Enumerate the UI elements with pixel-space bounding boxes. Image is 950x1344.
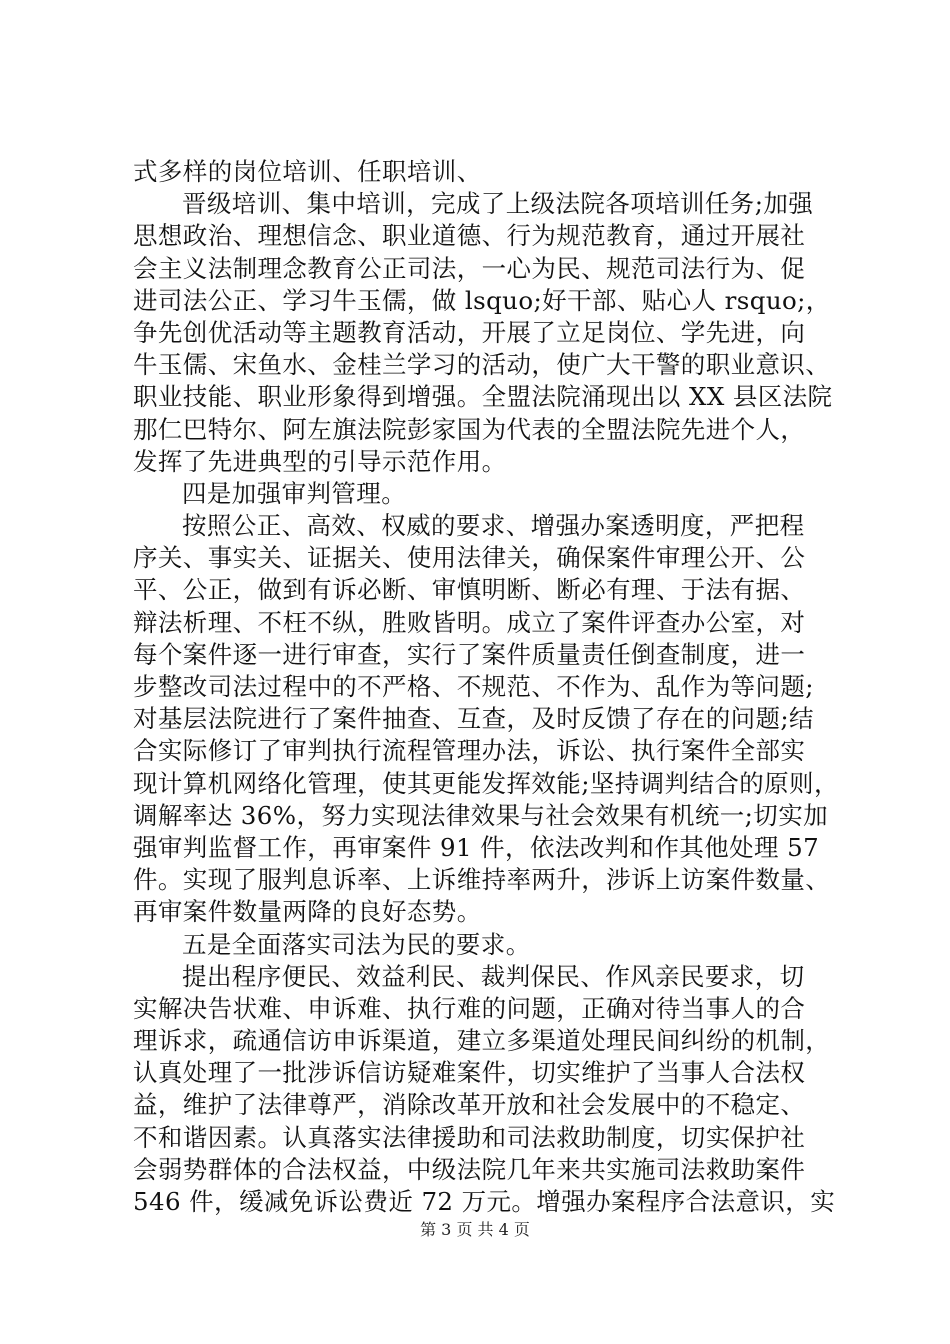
paragraph	[133, 929, 833, 961]
text-line: 理诉求，疏通信访申诉渠道，建立多渠道处理民间纠纷的机制，	[133, 1026, 831, 1056]
text-line: 发挥了先进典型的引导示范作用。	[133, 446, 507, 476]
text-line: 平、公正，做到有诉必断、审慎明断、断必有理、于法有据、	[133, 575, 806, 605]
text-line: 会主义法制理念教育公正司法，一心为民、规范司法行为、促	[133, 253, 806, 283]
text-line: 每个案件逐一进行审查，实行了案件质量责任倒查制度，进一	[133, 639, 806, 669]
paragraph	[133, 478, 833, 510]
text-line: 提出程序便民、效益利民、裁判保民、作风亲民要求，切	[182, 961, 805, 991]
text-line: 争先创优活动等主题教育活动，开展了立足岗位、学先进，向	[133, 317, 806, 347]
text-line: 546 件，缓减免诉讼费近 72 万元。增强办案程序合法意识，实	[133, 1187, 836, 1216]
page-footer: 第 3 页 共 4 页	[420, 1220, 530, 1239]
body-text	[133, 156, 839, 1218]
text-line: 会弱势群体的合法权益，中级法院几年来共实施司法救助案件	[133, 1154, 806, 1184]
text-line: 四是加强审判管理。	[182, 478, 407, 508]
text-line: 调解率达 36%，努力实现法律效果与社会效果有机统一;切实加	[133, 800, 828, 830]
text-line: 牛玉儒、宋鱼水、金桂兰学习的活动，使广大干警的职业意识、	[133, 350, 831, 380]
text-line: 强审判监督工作，再审案件 91 件，依法改判和作其他处理 57	[133, 832, 820, 862]
text-line: 对基层法院进行了案件抽查、互查，及时反馈了存在的问题;结	[133, 704, 814, 734]
text-line: 件。实现了服判息诉率、上诉维持率两升，涉诉上访案件数量、	[133, 865, 831, 895]
text-line: 序关、事实关、证据关、使用法律关，确保案件审理公开、公	[133, 543, 806, 573]
text-line: 进司法公正、学习牛玉儒，做 lsquo;好干部、贴心人 rsquo;，	[133, 285, 831, 315]
text-line: 思想政治、理想信念、职业道德、行为规范教育，通过开展社	[133, 221, 806, 251]
text-line: 认真处理了一批涉诉信访疑难案件，切实维护了当事人合法权	[133, 1058, 806, 1088]
text-line: 不和谐因素。认真落实法律援助和司法救助制度，切实保护社	[133, 1122, 806, 1152]
paragraph	[133, 156, 833, 188]
text-line: 步整改司法过程中的不严格、不规范、不作为、乱作为等问题;	[133, 672, 814, 701]
text-line: 五是全面落实司法为民的要求。	[182, 929, 531, 959]
text-line: 辩法析理、不枉不纵，胜败皆明。成立了案件评查办公室，对	[133, 607, 806, 637]
text-line: 晋级培训、集中培训，完成了上级法院各项培训任务;加强	[182, 189, 814, 219]
text-line: 按照公正、高效、权威的要求、增强办案透明度，严把程	[182, 511, 805, 541]
paragraph	[133, 510, 839, 928]
text-line: 职业技能、职业形象得到增强。全盟法院涌现出以 XX 县区法院	[133, 382, 833, 412]
text-line: 现计算机网络化管理，使其更能发挥效能;坚持调判结合的原则，	[133, 768, 839, 798]
paragraph	[133, 188, 833, 478]
text-line: 再审案件数量两降的良好态势。	[133, 897, 482, 927]
text-line: 合实际修订了审判执行流程管理办法，诉讼、执行案件全部实	[133, 736, 806, 766]
text-line: 式多样的岗位培训、任职培训、	[133, 157, 482, 186]
paragraph	[133, 961, 836, 1219]
text-line: 实解决告状难、申诉难、执行难的问题，正确对待当事人的合	[133, 993, 806, 1023]
text-line: 益，维护了法律尊严，消除改革开放和社会发展中的不稳定、	[133, 1090, 806, 1120]
text-line: 那仁巴特尔、阿左旗法院彭家国为代表的全盟法院先进个人，	[133, 414, 806, 444]
